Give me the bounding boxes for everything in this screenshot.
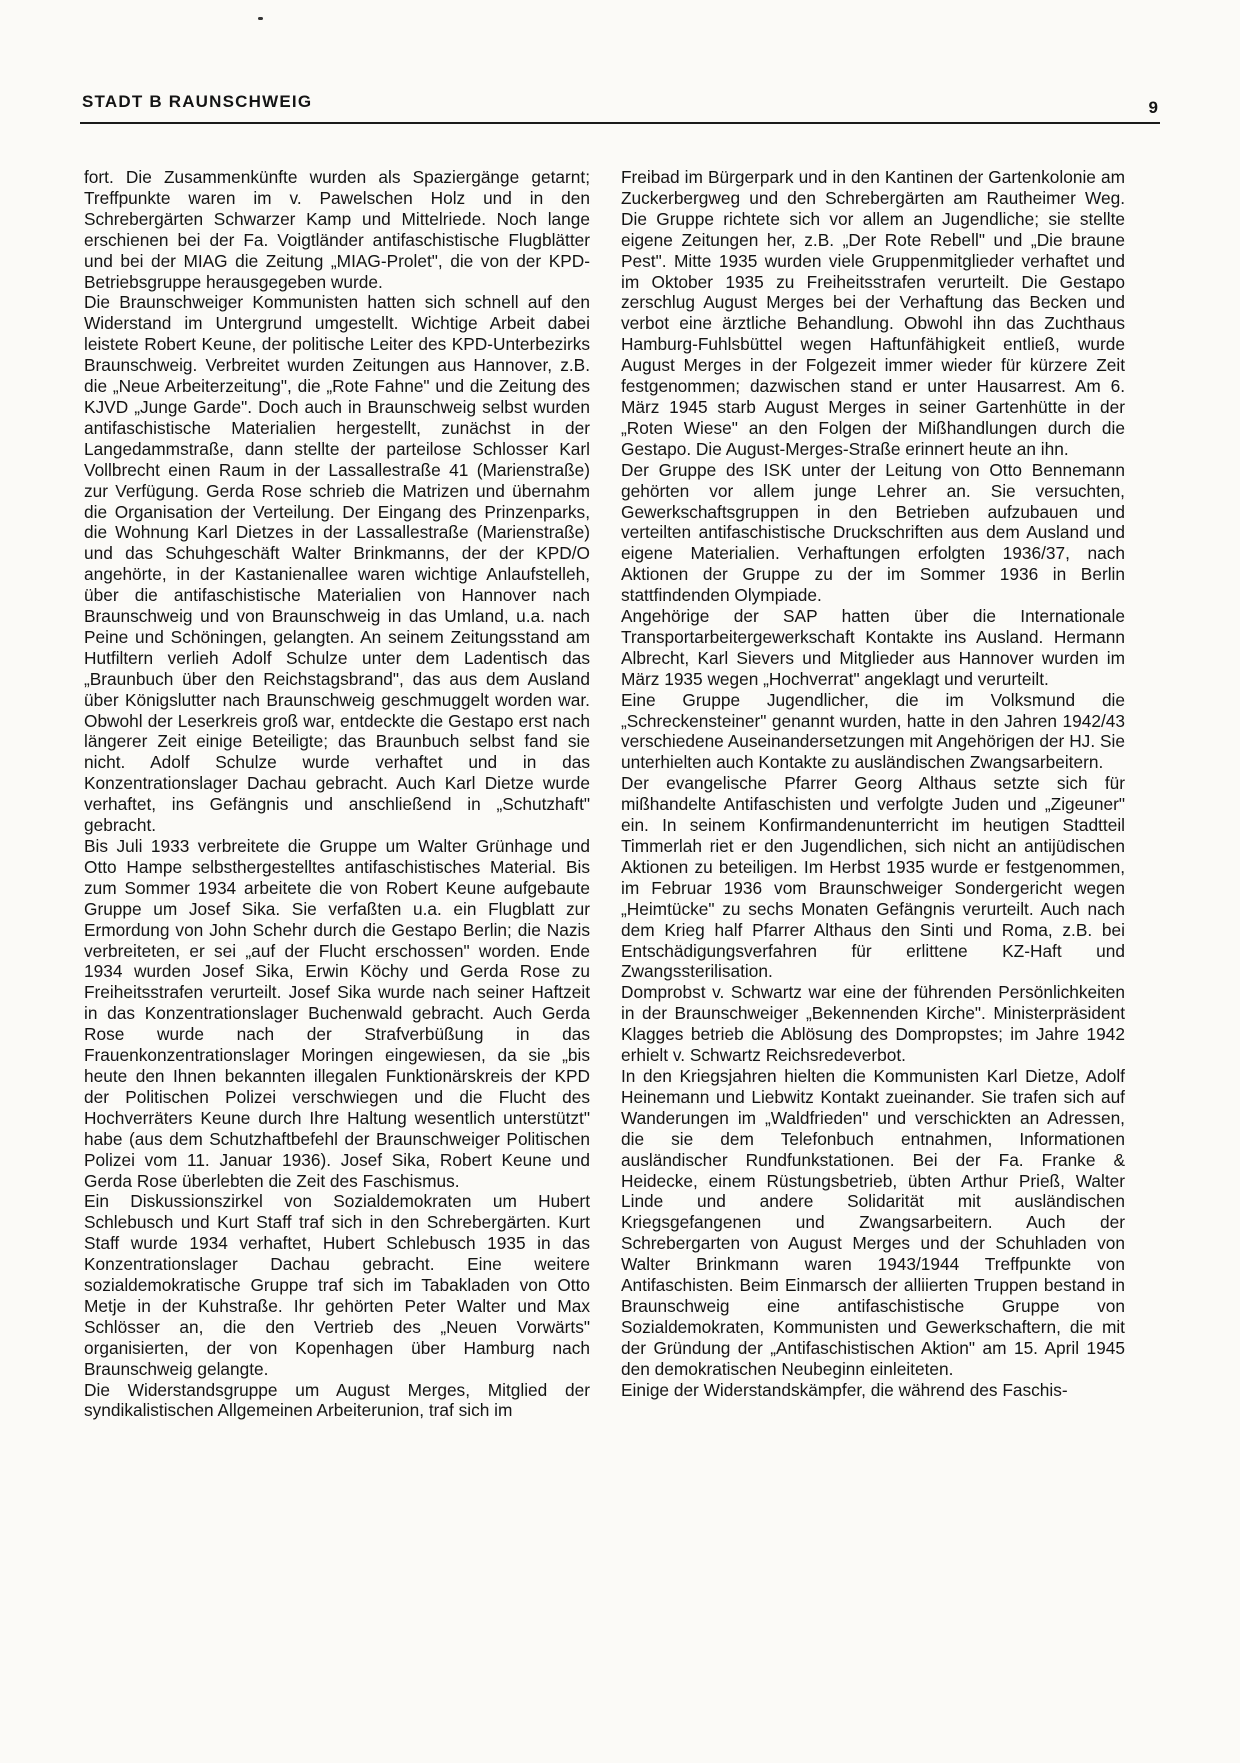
header-rule (80, 122, 1160, 124)
right-column (621, 167, 1125, 1400)
running-title: STADT B RAUNSCHWEIG (82, 92, 313, 111)
page-number: 9 (1148, 98, 1158, 117)
paragraph: Angehörige der SAP hatten über die Internationale Transportarbeitergewerkschaft Kontakte ins Ausland. Hermann Albrecht, Karl Sievers und Mitglieder aus Hannover wurden im März 1935 wegen „Hochverrat" angeklagt und verurteilt. (621, 606, 1125, 689)
paragraph: Ein Diskussionszirkel von Sozialdemokraten um Hubert Schlebusch und Kurt Staff traf sich in den Schrebergärten. Kurt Staff wurde 1934 verhaftet, Hubert Schlebusch 1935 in das Konzentrationslager Dachau gebracht. Eine weitere sozialdemokratische Gruppe traf sich im Tabakladen von Otto Metje in der Kuhstraße. Ihr gehörten Peter Walter und Max Schlösser an, die den Vertrieb des „Neuen Vorwärts" organisierten, der von Kopenhagen über Hamburg nach Braunschweig gelangte. (84, 1191, 590, 1379)
paragraph: In den Kriegsjahren hielten die Kommunisten Karl Dietze, Adolf Heinemann und Liebwitz Kontakt zueinander. Sie trafen sich auf Wanderungen im „Waldfrieden" und verschickten an Adressen, die sie dem Telefonbuch entnahmen, Informationen ausländischer Rundfunkstationen. Bei der Fa. Franke & Heidecke, einem Rüstungsbetrieb, übten Arthur Prieß, Walter Linde und andere Solidarität mit ausländischen Kriegsgefangenen und Zwangsarbeitern. Auch der Schrebergarten von August Merges und der Schuhladen von Walter Brinkmann waren 1943/1944 Treffpunkte von Antifaschisten. Beim Einmarsch der alliierten Truppen bestand in Braunschweig eine antifaschistische Gruppe von Sozialdemokraten, Kommunisten und Gewerkschaftern, die mit der Gründung der „Antifaschistischen Aktion" am 15. April 1945 den demokratischen Neubeginn einleiteten. (621, 1065, 1125, 1379)
page-header (80, 92, 1160, 122)
paragraph: fort. Die Zusammenkünfte wurden als Spaziergänge getarnt; Treffpunkte waren im v. Pawelschen Holz und in den Schrebergärten Schwarzer Kamp und Mittelriede. Noch lange erschienen bei der Fa. Voigtländer antifaschistische Flugblätter und bei der MIAG die Zeitung „MIAG-Prolet", die von der KPD-Betriebsgruppe herausgegeben wurde. (84, 167, 590, 292)
paragraph: Der Gruppe des ISK unter der Leitung von Otto Bennemann gehörten vor allem junge Lehrer an. Sie versuchten, Gewerkschaftsgruppen in den Betrieben aufzubauen und verteilten antifaschistische Druckschriften aus dem Ausland und eigene Materialien. Verhaftungen erfolgten 1936/37, nach Aktionen der Gruppe zu der im Sommer 1936 in Berlin stattfindenden Olympiade. (621, 459, 1125, 606)
paragraph: Die Braunschweiger Kommunisten hatten sich schnell auf den Widerstand im Untergrund umgestellt. Wichtige Arbeit dabei leistete Robert Keune, der politische Leiter des KPD-Unterbezirks Braunschweig. Verbreitet wurden Zeitungen aus Hannover, z.B. die „Neue Arbeiterzeitung", die „Rote Fahne" und die Zeitung des KJVD „Junge Garde". Doch auch in Braunschweig selbst wurden antifaschistische Materialien hergestellt, zunächst in der Langedammstraße, dann stellte der parteilose Schlosser Karl Vollbrecht einen Raum in der Lassallestraße 41 (Marienstraße) zur Verfügung. Gerda Rose schrieb die Matrizen und übernahm die Organisation der Verteilung. Der Eingang des Prinzenparks, die Wohnung Karl Dietzes in der Lassallestraße (Marienstraße) und das Schuhgeschäft Walter Brinkmanns, der der KPD/O angehörte, in der Kastanienallee waren wichtige Anlaufstelleh, über die antifaschistische Materialien von Hannover nach Braunschweig und von Braunschweig in das Umland, u.a. nach Peine und Schöningen, gelangten. An seinem Zeitungsstand am Hutfiltern verlieh Adolf Schulze unter dem Ladentisch das „Braunbuch über den Reichstagsbrand", das aus dem Ausland über Königslutter nach Braunschweig geschmuggelt worden war. Obwohl der Leserkreis groß war, entdeckte die Gestapo erst nach längerer Zeit einige Beteiligte; das Braunbuch selbst fand sie nicht. Adolf Schulze wurde verhaftet und in das Konzentrationslager Dachau gebracht. Auch Karl Dietze wurde verhaftet, ins Gefängnis und anschließend in „Schutzhaft" gebracht. (84, 292, 590, 836)
paragraph: Bis Juli 1933 verbreitete die Gruppe um Walter Grünhage und Otto Hampe selbsthergestelltes antifaschistisches Material. Bis zum Sommer 1934 arbeitete die von Robert Keune aufgebaute Gruppe um Josef Sika. Sie verfaßten u.a. ein Flugblatt zur Ermordung von John Schehr durch die Gestapo Berlin; die Nazis verbreiteten, er sei „auf der Flucht erschossen" worden. Ende 1934 wurden Josef Sika, Erwin Köchy und Gerda Rose zu Freiheitsstrafen verurteilt. Josef Sika wurde nach seiner Haftzeit in das Konzentrationslager Buchenwald gebracht. Auch Gerda Rose wurde nach der Strafverbüßung in das Frauenkonzentrationslager Moringen eingewiesen, da sie „bis heute den Ihnen bekannten illegalen Funktionärskreis der KPD der Politischen Polizei verschwiegen und die Flucht des Hochverräters Keune durch Ihre Haltung wesentlich unterstützt" habe (aus dem Schutzhaftbefehl der Braunschweiger Politischen Polizei vom 11. Januar 1936). Josef Sika, Robert Keune und Gerda Rose überlebten die Zeit des Faschismus. (84, 836, 590, 1191)
paragraph: Der evangelische Pfarrer Georg Althaus setzte sich für mißhandelte Antifaschisten und verfolgte Juden und „Zigeuner" ein. In seinem Konfirmandenunterricht im heutigen Stadtteil Timmerlah riet er den Jugendlichen, sich nicht an antijüdischen Aktionen zu beteiligen. Im Herbst 1935 wurde er festgenommen, im Februar 1936 vom Braunschweiger Sondergericht wegen „Heimtücke" zu sechs Monaten Gefängnis verurteilt. Auch nach dem Krieg half Pfarrer Althaus den Sinti und Roma, z.B. bei Entschädigungsverfahren für erlittene KZ-Haft und Zwangssterilisation. (621, 773, 1125, 982)
paragraph: Die Widerstandsgruppe um August Merges, Mitglied der syndikalistischen Allgemeinen Arbeiterunion, traf sich im (84, 1379, 590, 1421)
paragraph: Domprobst v. Schwartz war eine der führenden Persönlichkeiten in der Braunschweiger „Bekennenden Kirche". Ministerpräsident Klagges betrieb die Ablösung des Dompropstes; im Jahre 1942 erhielt v. Schwartz Reichsredeverbot. (621, 982, 1125, 1066)
paragraph: Eine Gruppe Jugendlicher, die im Volksmund die „Schreckensteiner" genannt wurden, hatte in den Jahren 1942/43 verschiedene Auseinandersetzungen mit Angehörigen der HJ. Sie unterhielten auch Kontakte zu ausländischen Zwangsarbeitern. (621, 689, 1125, 773)
paragraph: Freibad im Bürgerpark und in den Kantinen der Gartenkolonie am Zuckerbergweg und den Schrebergärten am Rautheimer Weg. Die Gruppe richtete sich vor allem an Jugendliche; sie stellte eigene Zeitungen her, z.B. „Der Rote Rebell" und „Die braune Pest". Mitte 1935 wurden viele Gruppenmitglieder verhaftet und im Oktober 1935 zu Freiheitsstrafen verurteilt. Die Gestapo zerschlug August Merges bei der Verhaftung das Becken und verbot eine ärztliche Behandlung. Obwohl ihn das Zuchthaus Hamburg-Fuhlsbüttel wegen Haftunfähigkeit entließ, wurde August Merges in der Folgezeit immer wieder für kürzere Zeit festgenommen; dazwischen stand er unter Hausarrest. Am 6. März 1945 starb August Merges in seiner Gartenhütte in der „Roten Wiese" an den Folgen der Mißhandlungen durch die Gestapo. Die August-Merges-Straße erinnert heute an ihn. (621, 167, 1125, 459)
paragraph: Einige der Widerstandskämpfer, die während des Faschis- (621, 1379, 1068, 1400)
left-column (84, 167, 590, 1421)
scan-speck (258, 17, 263, 20)
